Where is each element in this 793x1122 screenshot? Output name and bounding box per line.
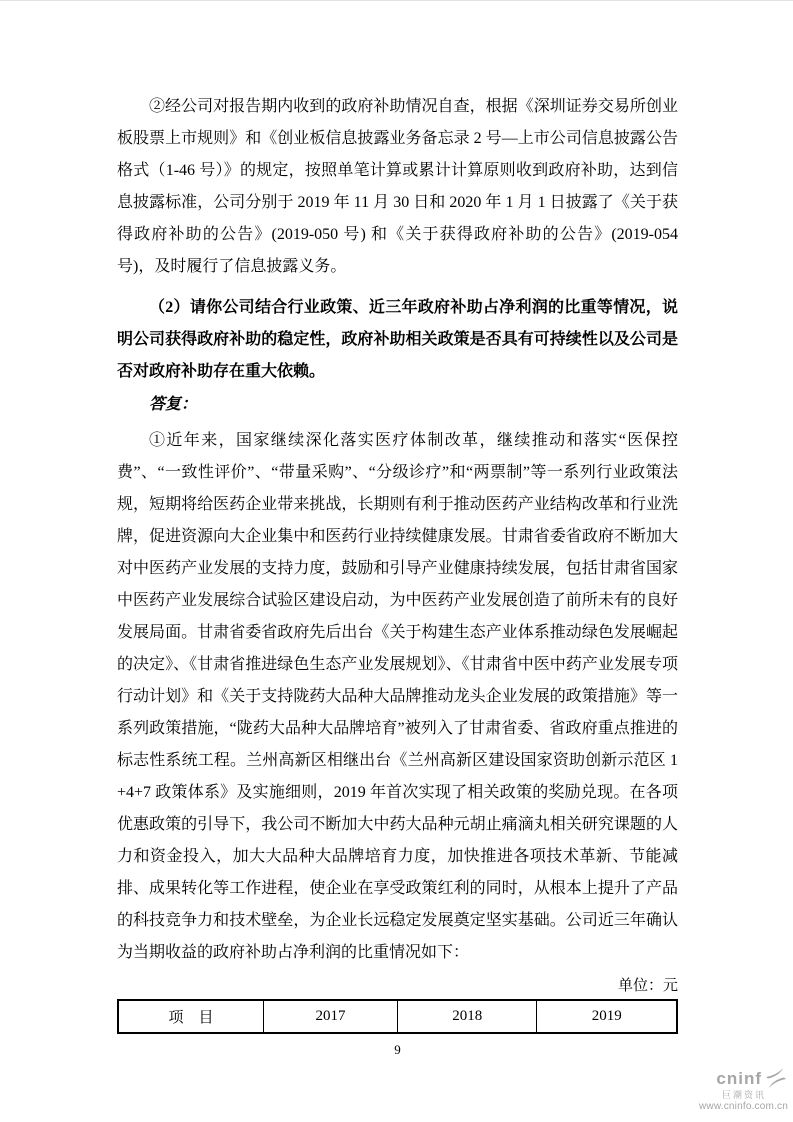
cninfo-brand-row — [699, 1068, 788, 1088]
table-header-2017: 2017 — [264, 1000, 398, 1033]
table-header-item: 项 目 — [118, 1000, 264, 1033]
paragraph-subsidy-self-check: ②经公司对报告期内收到的政府补助情况自查，根据《深圳证券交易所创业板股票上市规则》和《创业板信息披露业务备忘录 2 号—上市公司信息披露公告格式（1-46 号）》的规定，按照单笔计算或累计计算原则收到政府补助，达到信息披露标准，公司分别于 2019 年 11 月 30 日和 2020 年 1 月 1 日披露了《关于获得政府补助的公告》(2019-050 号) 和《关于获得政府补助的公告》(2019-054 号)，及时履行了信息披露义务。 — [117, 98, 678, 275]
paragraph-question-2: （2）请你公司结合行业政策、近三年政府补助占净利润的比重等情况，说明公司获得政府补助的稳定性，政府补助相关政策是否具有可持续性以及公司是否对政府补助存在重大依赖。 — [117, 299, 678, 380]
reply-label: 答复： — [149, 396, 198, 413]
cninfo-logo — [699, 1068, 788, 1112]
table-header-2018: 2018 — [397, 1000, 537, 1033]
table-header-2019: 2019 — [537, 1000, 677, 1033]
cninfo-brand-text: cninf — [716, 1068, 762, 1088]
cninfo-site-name: 巨潮资讯 — [721, 1090, 766, 1100]
paragraph-answer-1: ①近年来，国家继续深化落实医疗体制改革，继续推动和落实“医保控费”、“一致性评价”、“带量采购”、“分级诊疗”和“两票制”等一系列行业政策法规，短期将给医药企业带来挑战，长期则有利于推动医药产业结构改革和行业洗牌，促进资源向大企业集中和医药行业持续健康发展。甘肃省委省政府不断加大对中医药产业发展的支持力度，鼓励和引导产业健康持续发展，包括甘肃省国家中医药产业发展综合试验区建设启动，为中医药产业发展创造了前所未有的良好发展局面。甘肃省委省政府先后出台《关于构建生态产业体系推动绿色发展崛起的决定》、《甘肃省推进绿色生态产业发展规划》、《甘肃省中医中药产业发展专项行动计划》和《关于支持陇药大品种大品牌推动龙头企业发展的政策措施》等一系列政策措施，“陇药大品种大品牌培育”被列入了甘肃省委、省政府重点推进的标志性系统工程。兰州高新区相继出台《兰州高新区建设国家资助创新示范区 1+4+7 政策体系》及实施细则，2019 年首次实现了相关政策的奖励兑现。在各项优惠政策的引导下，我公司不断加大中药大品种元胡止痛滴丸相关研究课题的人力和资金投入，加大大品种大品牌培育力度，加快推进各项技术革新、节能减排、成果转化等工作进程，使企业在享受政策红利的同时，从根本上提升了产品的科技竞争力和技术壁垒，为企业长远稳定发展奠定坚实基础。公司近三年确认为当期收益的政府补助占净利润的比重情况如下： — [117, 432, 678, 961]
unit-label: 单位：元 — [617, 978, 678, 994]
cninfo-site-url: www.cninfo.com.cn — [699, 1101, 788, 1112]
page-number: 9 — [394, 1042, 401, 1057]
subsidy-table — [117, 999, 678, 1034]
page-content — [117, 91, 678, 1059]
cninfo-swirl-icon — [764, 1068, 788, 1088]
table-header-row — [118, 1000, 677, 1033]
